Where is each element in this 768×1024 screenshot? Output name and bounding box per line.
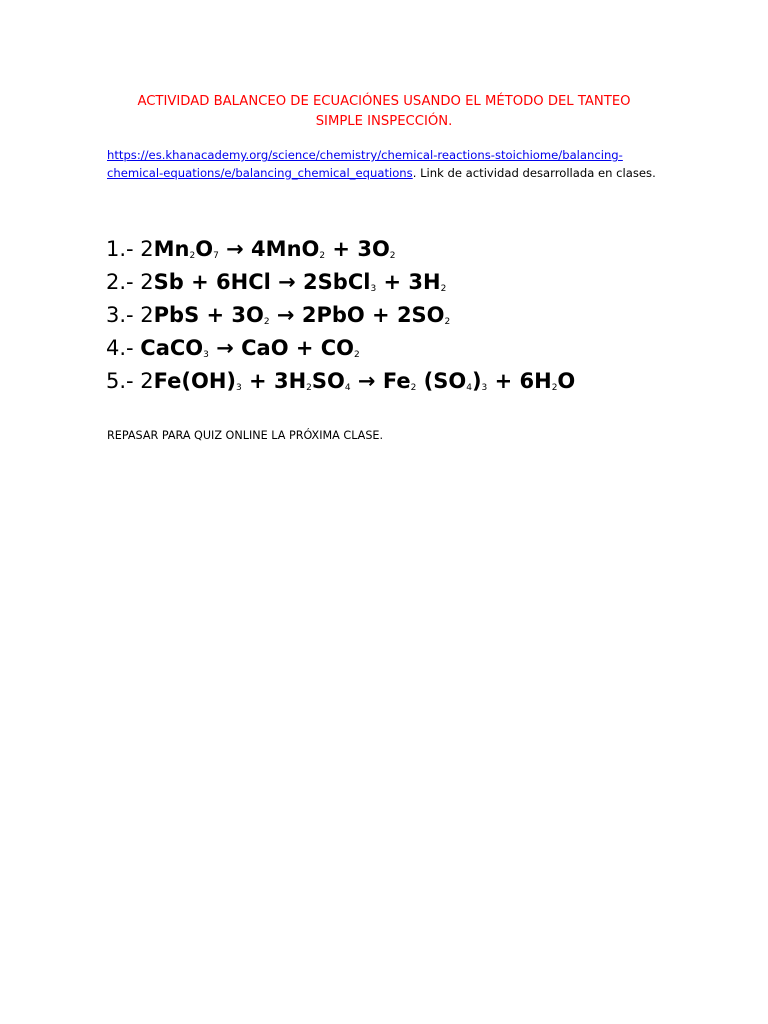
link-note: . Link de actividad desarrollada en clases.: [412, 166, 656, 180]
equation-number: 4.-: [106, 336, 141, 360]
subscript: 2: [551, 383, 558, 393]
title-line-1: ACTIVIDAD BALANCEO DE ECUACIÓNES USANDO EL MÉTODO DEL TANTEO: [137, 94, 631, 109]
equation-term: + 6H: [487, 369, 552, 393]
activity-link-block: [107, 146, 667, 182]
equation-1: [106, 233, 666, 266]
link-line-1[interactable]: https://es.khanacademy.org/science/chemistry/chemical-reactions-stoichiome/balancing-: [107, 148, 623, 162]
subscript: 3: [203, 350, 209, 360]
equation-number: 5.- 2: [106, 369, 154, 393]
equation-term: + 3H: [241, 369, 307, 393]
equation-3: [106, 299, 666, 332]
subscript: 2: [263, 317, 270, 327]
footer-note: REPASAR PARA QUIZ ONLINE LA PRÓXIMA CLASE.: [107, 429, 384, 442]
subscript: 3: [236, 383, 242, 393]
subscript: 2: [319, 251, 326, 261]
subscript: 2: [306, 383, 312, 393]
equation-term: ): [471, 369, 482, 393]
subscript: 3: [370, 284, 377, 294]
equation-5: [106, 365, 666, 398]
equation-term: Fe(OH): [153, 369, 237, 393]
subscript: 2: [354, 350, 360, 360]
equation-term: SO: [311, 369, 345, 393]
equation-term: → 4MnO: [218, 237, 320, 261]
equation-list: [106, 233, 666, 398]
equation-term: (SO: [416, 369, 467, 393]
equation-term: → Fe: [350, 369, 411, 393]
equation-2: [106, 266, 666, 299]
equation-term: Sb + 6HCl → 2SbCl: [153, 270, 371, 294]
title-line-2: SIMPLE INSPECCIÓN.: [315, 114, 453, 129]
equation-number: 2.- 2: [106, 270, 154, 294]
equation-term: PbS + 3O: [153, 303, 264, 327]
equation-4: [106, 332, 666, 365]
equation-term: CaCO: [140, 336, 204, 360]
equation-term: O: [195, 237, 214, 261]
subscript: 2: [189, 251, 196, 261]
equation-term: Mn: [153, 237, 190, 261]
page-title: [100, 92, 668, 132]
link-line-2[interactable]: chemical-equations/e/balancing_chemical_equations: [107, 166, 413, 180]
equation-number: 3.- 2: [106, 303, 154, 327]
equation-term: → CaO + CO: [208, 336, 355, 360]
equation-number: 1.- 2: [106, 237, 154, 261]
equation-term: → 2PbO + 2SO: [269, 303, 445, 327]
subscript: 7: [213, 251, 219, 261]
subscript: 2: [410, 383, 417, 393]
subscript: 2: [444, 317, 451, 327]
equation-term: + 3H: [376, 270, 441, 294]
equation-term: O: [557, 369, 576, 393]
subscript: 4: [466, 383, 472, 393]
subscript: 4: [344, 383, 351, 393]
subscript: 2: [389, 251, 396, 261]
subscript: 2: [440, 284, 447, 294]
equation-term: + 3O: [325, 237, 390, 261]
subscript: 3: [481, 383, 488, 393]
